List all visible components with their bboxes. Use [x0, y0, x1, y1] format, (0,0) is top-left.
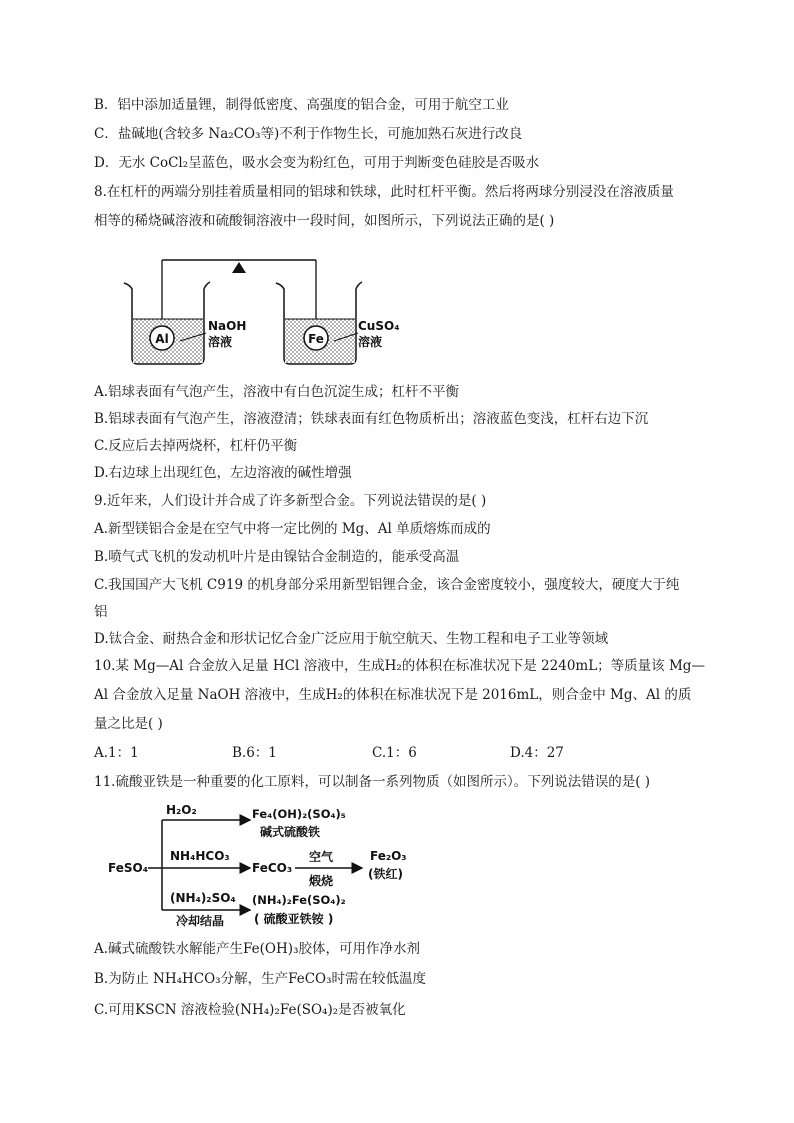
- q10-stem-line2: Al 合金放入足量 NaOH 溶液中，生成H₂的体积在标准状况下是 2016mL，则合金中 Mg、Al 的质: [94, 687, 692, 703]
- mohr-salt-name: ( 硫酸亚铁铵 ): [254, 912, 334, 926]
- q11-stem: 11.硫酸亚铁是一种重要的化工原料，可以制备一系列物质（如图所示）。下列说法错误的是( ): [94, 774, 651, 790]
- left-beaker: [124, 282, 210, 364]
- q11-option-b: B.为防止 NH₄HCO₃分解，生产FeCO₃时需在较低温度: [94, 971, 427, 987]
- q10-option-b: B.6：1: [232, 745, 277, 761]
- q10-stem-line3: 量之比是( ): [94, 716, 163, 732]
- feso4-label: FeSO₄: [108, 861, 148, 875]
- q10-stem-line1: 10.某 Mg—Al 合金放入足量 HCl 溶液中，生成H₂的体积在标准状况下是 2240mL；等质量该 Mg—: [94, 658, 705, 674]
- right-beaker: [276, 282, 362, 364]
- q10-option-d: D.4：27: [510, 745, 564, 761]
- ammonium-sulfate-label: (NH₄)₂SO₄: [170, 891, 236, 905]
- air-label: 空气: [309, 850, 334, 864]
- q7-option-b: B．铝中添加适量锂，制得低密度、高强度的铝合金，可用于航空工业: [94, 97, 509, 113]
- q8-option-c: C.反应后去掉两烧杯，杠杆仍平衡: [94, 438, 298, 454]
- q10-option-a: A.1：1: [94, 745, 139, 761]
- nh4hco3-label: NH₄HCO₃: [170, 849, 230, 863]
- feco3-label: FeCO₃: [252, 861, 293, 875]
- lever-beaker-figure: [120, 255, 420, 375]
- h2o2-label: H₂O₂: [166, 803, 197, 817]
- q10-option-c: C.1：6: [372, 745, 417, 761]
- q9-option-b: B.喷气式飞机的发动机叶片是由镍钴合金制造的，能承受高温: [94, 549, 460, 565]
- basic-iron-sulfate-formula: Fe₄(OH)₂(SO₄)₅: [252, 807, 346, 821]
- aluminum-ball-label: Al: [155, 332, 169, 346]
- naoh-label: NaOH: [208, 319, 247, 333]
- mohr-salt-formula: (NH₄)₂Fe(SO₄)₂: [252, 893, 346, 907]
- q9-option-a: A.新型镁铝合金是在空气中将一定比例的 Mg、Al 单质熔炼而成的: [94, 521, 491, 537]
- q9-option-c-line1: C.我国国产大飞机 C919 的机身部分采用新型铝锂合金，该合金密度较小，强度较大，硬度大于纯: [94, 577, 680, 593]
- naoh-solution-word: 溶液: [208, 335, 233, 349]
- q9-option-d: D.钛合金、耐热合金和形状记忆合金广泛应用于航空航天、生物工程和电子工业等领域: [94, 631, 609, 647]
- cuso4-label: CuSO₄: [358, 319, 400, 333]
- q11-option-c: C.可用KSCN 溶液检验(NH₄)₂Fe(SO₄)₂是否被氧化: [94, 1002, 406, 1018]
- cuso4-solution-word: 溶液: [358, 335, 383, 349]
- iron-ball-label: Fe: [308, 332, 324, 346]
- q8-stem-line2: 相等的稀烧碱溶液和硫酸铜溶液中一段时间，如图所示，下列说法正确的是( ): [94, 213, 555, 229]
- q8-option-a: A.铝球表面有气泡产生，溶液中有白色沉淀生成；杠杆不平衡: [94, 384, 460, 400]
- q8-option-b: B.铝球表面有气泡产生，溶液澄清；铁球表面有红色物质析出；溶液蓝色变浅，杠杆右边下沉: [94, 411, 649, 427]
- basic-iron-sulfate-name: 碱式硫酸铁: [260, 825, 321, 839]
- q9-option-c-line2: 铝: [94, 604, 108, 620]
- q7-option-c: C．盐碱地(含较多 Na₂CO₃等)不利于作物生长，可施加熟石灰进行改良: [94, 126, 523, 142]
- iron-red-label: (铁红): [368, 867, 403, 881]
- q7-option-d: D．无水 CoCl₂呈蓝色，吸水会变为粉红色，可用于判断变色硅胶是否吸水: [94, 155, 540, 171]
- fulcrum-triangle: [232, 262, 246, 273]
- q9-stem: 9.近年来，人们设计并合成了许多新型合金。下列说法错误的是( ): [94, 493, 487, 509]
- q11-option-a: A.碱式硫酸铁水解能产生Fe(OH)₃胶体，可用作净水剂: [94, 941, 420, 957]
- q8-stem-line1: 8.在杠杆的两端分别挂着质量相同的铝球和铁球，此时杠杆平衡。然后将两球分别浸没在溶液质量: [94, 184, 674, 200]
- fe2o3-label: Fe₂O₃: [370, 849, 407, 863]
- calcination-label: 煅烧: [309, 874, 334, 888]
- q8-option-d: D.右边球上出现红色，左边溶液的碱性增强: [94, 465, 352, 481]
- cooling-crystallization-label: 冷却结晶: [176, 914, 225, 928]
- feso4-reaction-scheme: [100, 796, 430, 936]
